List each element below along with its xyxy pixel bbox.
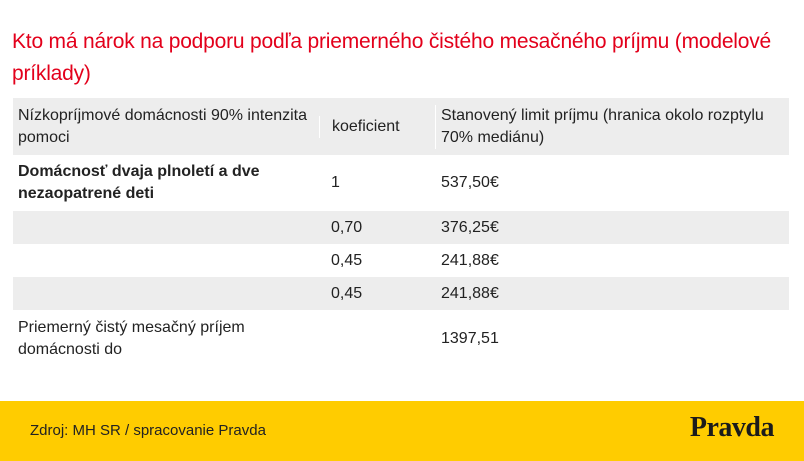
header-household: Nízkopríjmové domácnosti 90% intenzita pomoci [18,106,308,146]
row-limit: 241,88€ [441,251,499,269]
row-coefficient: 0,45 [331,251,363,269]
header-income-limit: Stanovený limit príjmu (hranica okolo rozptylu 70% mediánu) [435,105,789,149]
row-limit: 241,88€ [441,284,499,302]
row-coefficient: 0,70 [331,218,363,236]
row-coefficient: 1 [331,174,340,191]
row-limit: 537,50€ [441,174,499,191]
row-label: Priemerný čistý mesačný príjem domácnosti do [18,318,245,358]
table-row [13,211,789,244]
data-table [13,98,789,367]
chart-title: Kto má nárok na podporu podľa priemerného čistého mesačného príjmu (modelové príklady) [12,30,772,85]
row-limit: 376,25€ [441,218,499,236]
table-header-row [13,98,789,155]
pravda-logo[interactable]: Pravda [689,412,774,443]
header-coefficient: koeficient [319,116,435,138]
row-label: Domácnosť dvaja plnoletí a dve nezaopatrené deti [18,163,260,202]
row-coefficient: 0,45 [331,284,363,302]
table-row [13,277,789,310]
source-note: Zdroj: MH SR / spracovanie Pravda [30,422,266,439]
table-row [13,155,789,211]
table-row [13,244,789,277]
row-limit: 1397,51 [441,329,499,347]
table-row [13,310,789,367]
footer-bar [0,401,804,461]
